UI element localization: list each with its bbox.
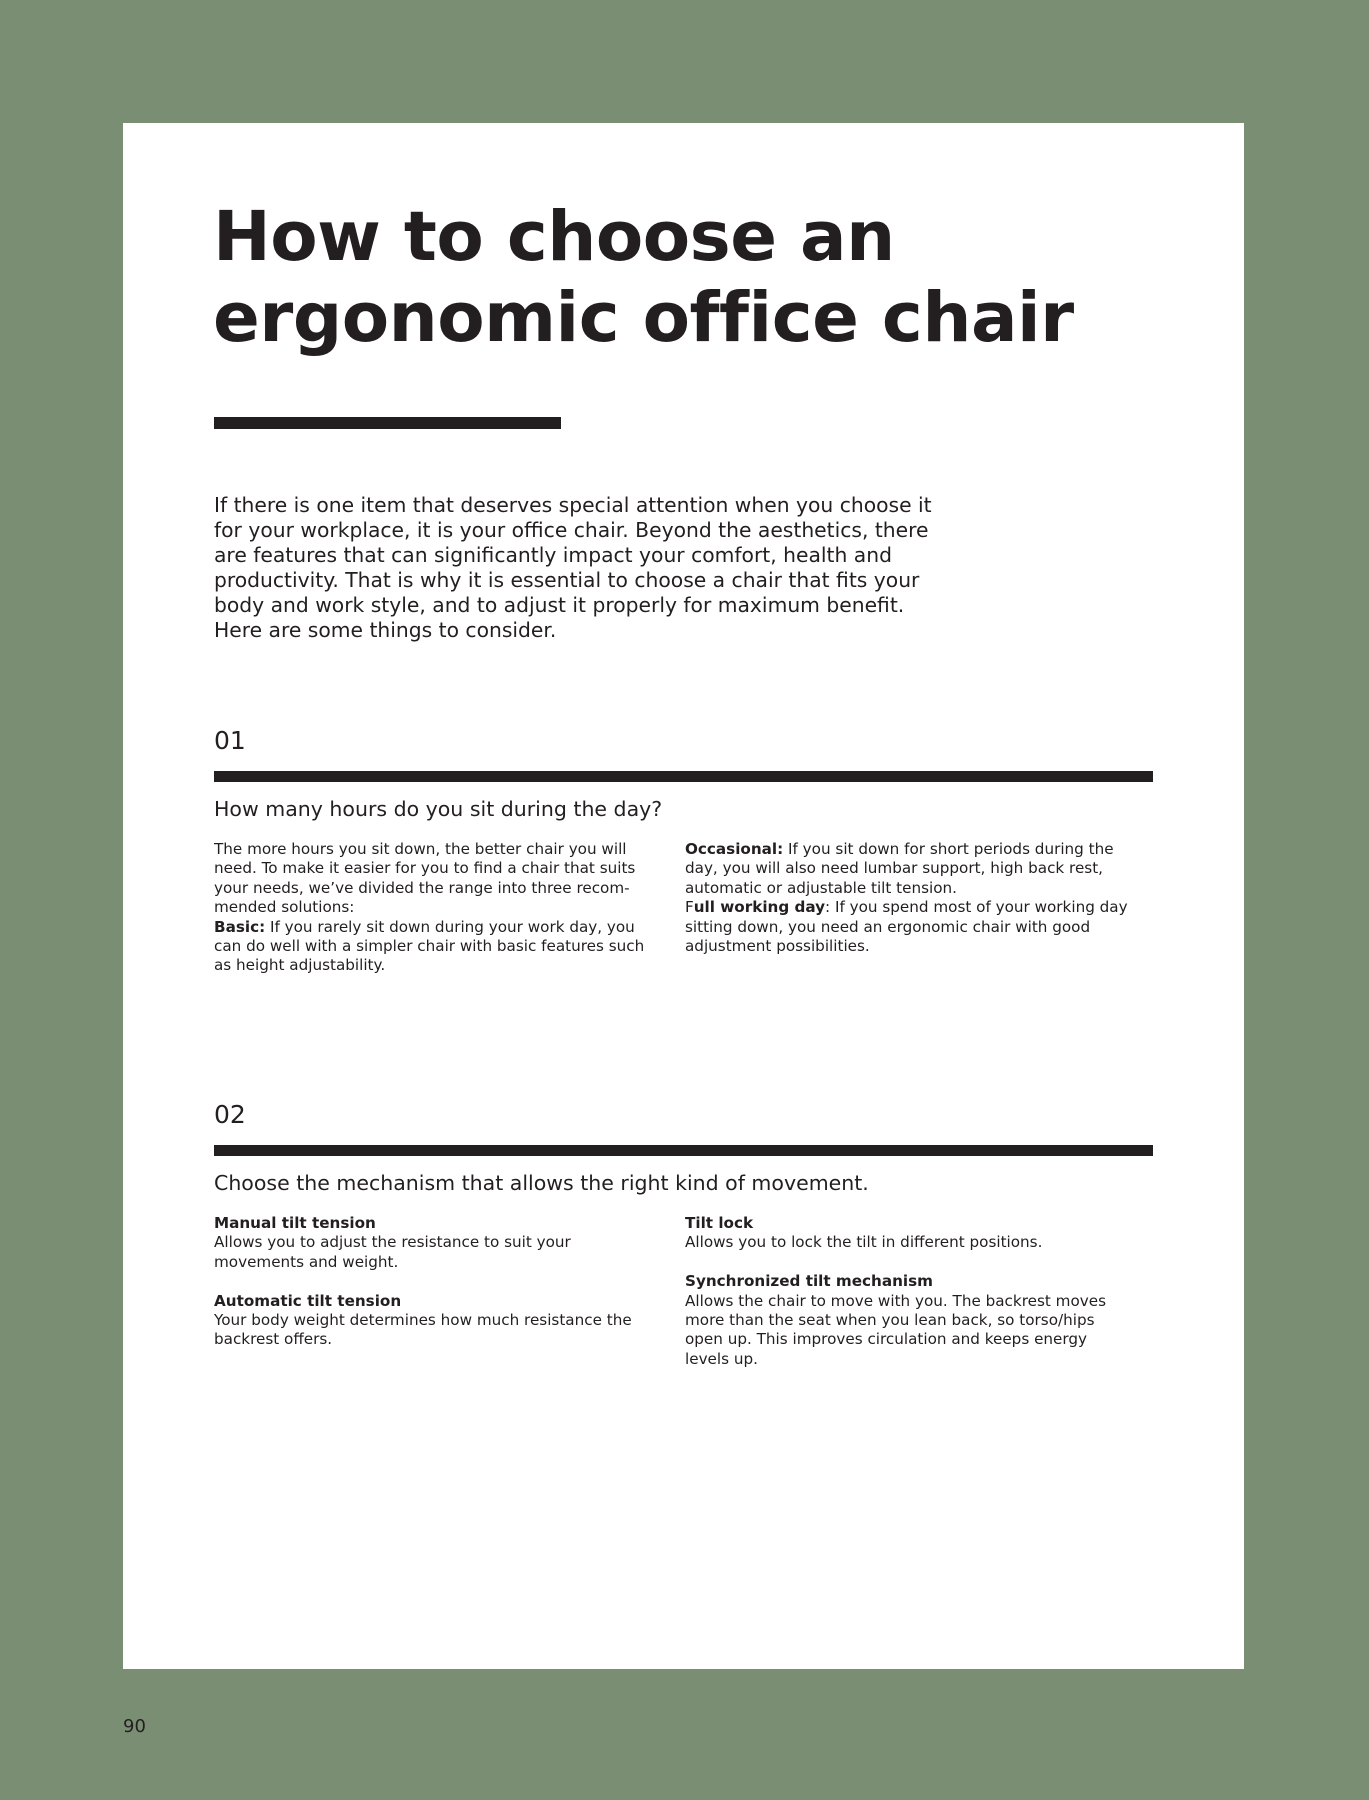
- section-number-01: 01: [214, 726, 246, 755]
- full-working-day-label: ull working day: [693, 898, 826, 917]
- intro-paragraph: If there is one item that deserves special attention when you choose it for your workplace, it is your office chair. Beyond the aesthetics, there are features that can significantly impact your comfort, health and productivity. That is why it is essential to choose a chair that fits your body and work style, and to adjust it properly for maximum benefit. Here are some things to consider.: [214, 493, 932, 642]
- tilt-lock-text: Allows you to lock the tilt in different positions.: [685, 1233, 1043, 1252]
- section-01-left-column: [214, 840, 659, 976]
- occasional-item: [685, 840, 1130, 898]
- basic-text: If you rarely sit down during your work day, you can do well with a simpler chair with basic features such as height adjustability.: [214, 917, 645, 975]
- title-line-1: How to choose an: [213, 197, 895, 277]
- full-label-prefix: F: [685, 898, 694, 917]
- basic-label: Basic:: [214, 917, 266, 936]
- automatic-tilt-label: Automatic tilt tension: [214, 1291, 402, 1310]
- section-02-left-column: [214, 1214, 659, 1350]
- section-01-right-column: [685, 840, 1130, 956]
- section-heading-02: Choose the mechanism that allows the right kind of movement.: [214, 1171, 869, 1195]
- section-heading-01: How many hours do you sit during the day?: [214, 797, 663, 821]
- tilt-lock-label: Tilt lock: [685, 1214, 754, 1232]
- section-divider-01: [214, 771, 1153, 782]
- full-working-day-item: [685, 898, 1130, 956]
- page-sheet: [123, 123, 1244, 1669]
- hours-intro-text: The more hours you sit down, the better chair you will need. To make it easier for you to find a chair that suits your needs, we’ve divided the range into three recommended solutions:: [214, 840, 636, 917]
- manual-tilt-text: Allows you to adjust the resistance to suit your movements and weight.: [214, 1233, 571, 1271]
- full-working-day-text: : If you spend most of your working day sitting down, you need an ergonomic chair with good adjustment possibilities.: [685, 898, 1128, 956]
- page-title: [213, 197, 1074, 359]
- synchronized-tilt-label: Synchronized tilt mechanism: [685, 1272, 933, 1291]
- page-number: 90: [123, 1716, 146, 1737]
- section-divider-02: [214, 1145, 1153, 1156]
- occasional-label: Occasional:: [685, 840, 784, 858]
- basic-item: [214, 918, 659, 976]
- automatic-tilt-text: Your body weight determines how much resistance the backrest offers.: [214, 1311, 632, 1349]
- section-02-right-column: [685, 1214, 1130, 1369]
- synchronized-tilt-text: Allows the chair to move with you. The backrest moves more than the seat when you lean back, so torso/hips open up. This improves circulation and keeps energy levels up.: [685, 1291, 1106, 1368]
- manual-tilt-label: Manual tilt tension: [214, 1214, 376, 1232]
- occasional-text: If you sit down for short periods during the day, you will also need lumbar support, high back rest, automatic or adjustable tilt tension.: [685, 840, 1114, 897]
- section-number-02: 02: [214, 1100, 246, 1129]
- title-underline: [214, 417, 561, 429]
- title-line-2: ergonomic office chair: [213, 278, 1074, 358]
